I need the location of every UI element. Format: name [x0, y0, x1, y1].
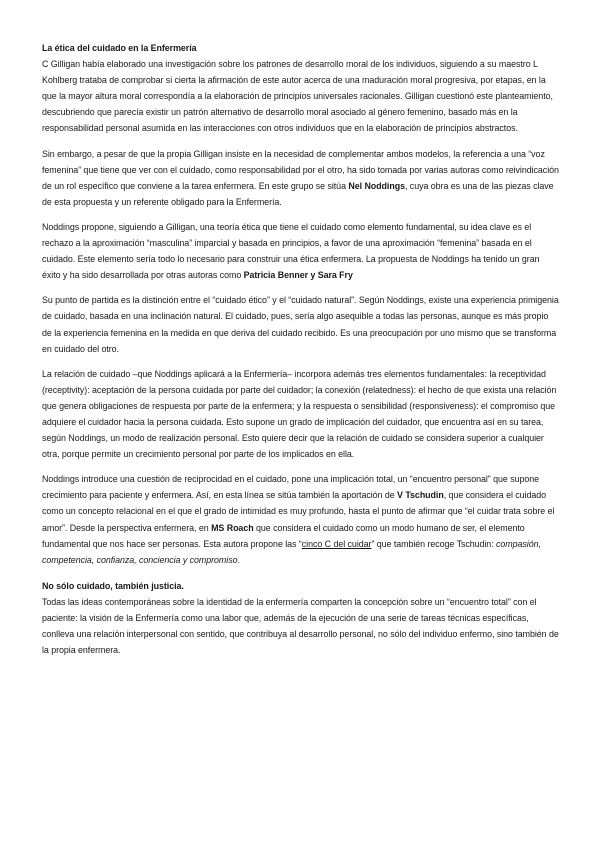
author-name: MS Roach: [211, 522, 254, 533]
paragraph-gilligan: C Gilligan había elaborado una investigación sobre los patrones de desarrollo moral de los individuos, siguiendo a su maestro L Kohlberg trataba de comprobar si cierta la afirmación de este autor acerca de una maduración moral progresiva, por etapas, en la que la mayor altura moral correspondía a la elaboración de principios universales racionales. Gilligan cuestionó este planteamiento, descubriendo que parecía existir un patrón alternativo de desarrollo moral asociado al género femenino, basado más en la responsabilidad personal asumida en las interacciones con otros individuos que en la elaboración de principios abstractos.: [42, 59, 553, 134]
author-name: V Tschudin: [397, 490, 444, 501]
text: , cuya obra es una de las piezas clave de esta propuesta y un referente obligado para la Enfermería.: [42, 180, 554, 207]
text: , que considera el cuidado como un concepto relacional en el que el grado de intimidad es muy profundo, hasta el punto de afirmar que “el cuidar trata sobre el amor”. Desde la perspectiva enfermera, en: [42, 490, 555, 533]
author-names: Patricia Benner y Sara Fry: [243, 270, 353, 281]
text: Noddings introduce una cuestión de reciprocidad en el cuidado, pone una implicación total, un “encuentro personal” que supone crecimiento para paciente y enfermera. Así, en esta línea se sitúa también la aportación de: [42, 474, 540, 501]
five-c-link[interactable]: cinco C del cuidar: [301, 538, 372, 549]
text: ” que también recoge Tschudin:: [371, 538, 497, 549]
paragraph-care-relation: La relación de cuidado –que Noddings aplicará a la Enfermería– incorpora además tres elementos fundamentales: la receptividad (receptivity): aceptación de la persona cuidada por parte del cuidador; la conexión (relatedness): el hecho de que exista una relación que genera obligaciones de respuesta por parte de la enfermera; y la respuesta o sensibilidad (responsiveness): el compromiso que adquiere el cuidador hacia la persona cuidada. Esto supone un grado de implicación del cuidador, que encuentra así en su tarea, según Noddings, un modo de realización personal. Esto quiere decir que la relación de cuidado se considera superior a cualquier otra, porque permite un crecimiento personal por parte de los implicados en ella.: [42, 368, 557, 460]
author-name: Nel Noddings: [348, 180, 405, 191]
text: Sin embargo, a pesar de que la propia Gilligan insiste en la necesidad de complementar ambos modelos, la referencia a una “voz femenina” que tiene que ver con el cuidado, como responsabilidad por el otro, ha sido tomada por varias autoras como reivindicación de un rol específico que conviene a la tarea enfermera. En este grupo se sitúa: [42, 148, 559, 191]
paragraph-noddings-proposal: [42, 219, 560, 283]
paragraph-reciprocity: [42, 471, 560, 568]
paragraph-total-encounter: Todas las ideas contemporáneas sobre la identidad de la enfermería comparten la concepción sobre un “encuentro total” con el paciente: la visión de la Enfermería como una labor que, además de la ejecución de una serie de tareas técnicas específicas, conlleva una relación interpersonal con sentido, que contribuya al desarrollo personal, no sólo del individuo enfermo, sino también de la propia enfermera.: [42, 596, 559, 656]
text: .: [237, 554, 240, 565]
paragraph-noddings-intro: [42, 146, 560, 210]
section-heading-ethics-of-care: La ética del cuidado en la Enfermería: [42, 43, 197, 53]
section-heading-justice: No sólo cuidado, también justicia.: [42, 580, 184, 591]
five-c-list: compasión, competencia, confianza, conciencia y compromiso: [42, 538, 541, 565]
text: que considera el cuidado como un modo humano de ser, el elemento fundamental que nos hace ser personas. Esta autora propone las “: [42, 522, 525, 549]
text: Noddings propone, siguiendo a Gilligan, una teoría ética que tiene el cuidado como elemento fundamental, su idea clave es el rechazo a la aproximación “masculina” imparcial y basada en principios, a favor de una aproximación “femenina” basada en el cuidado. Este elemento sería todo lo necesario para construir una ética enfermera. La propuesta de Noddings ha tenido un gran éxito y ha sido desarrollada por otras autoras como: [42, 221, 540, 281]
paragraph-starting-point: Su punto de partida es la distinción entre el “cuidado ético” y el “cuidado natural”. Según Noddings, existe una experiencia primigenia de cuidado, basada en una inclinación natural. El cuidado, pues, sería algo asequible a todas las personas, aunque es más propio de la experiencia femenina en la medida en que deriva del cuidado recibido. Es una preocupación por uno mismo que se transforma en cuidado del otro.: [42, 295, 559, 354]
